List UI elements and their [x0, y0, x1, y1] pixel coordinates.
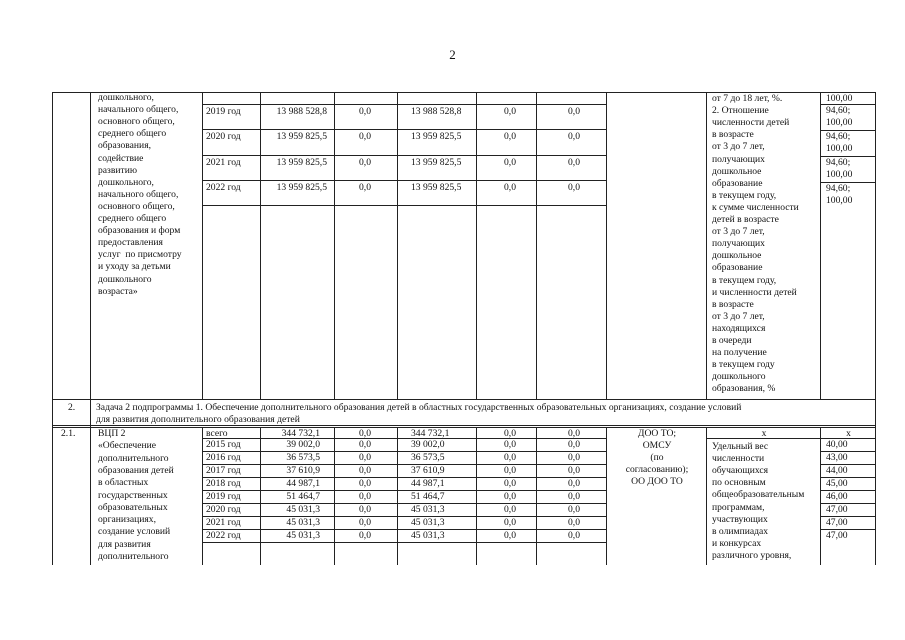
table-rule	[706, 92, 707, 399]
total-cell: 44 987,1	[286, 478, 320, 489]
program-name-line: «Обеспечение	[98, 440, 156, 452]
indicator-line: образование	[712, 177, 763, 189]
regional-cell: 44 987,1	[411, 478, 445, 489]
year-cell: 2022 год	[206, 182, 241, 193]
table-rule	[202, 129, 606, 130]
federal-cell: 0,0	[359, 428, 371, 439]
regional-cell: 51 464,7	[411, 491, 445, 502]
indicator-line: детей в возрасте	[712, 214, 779, 225]
target-value: 47,00	[826, 504, 848, 515]
target-value: 94,60;	[826, 105, 851, 116]
other-cell: 0,0	[568, 452, 580, 463]
target-value: 100,00	[826, 195, 853, 206]
table-rule	[202, 104, 606, 105]
municipal-cell: 0,0	[504, 157, 516, 168]
federal-cell: 0,0	[359, 478, 371, 489]
task-title-cont: для развития дополнительного образования детей	[96, 414, 300, 425]
indicator-line: в текущем году	[712, 359, 775, 371]
table-rule	[820, 92, 821, 399]
total-cell: 45 031,3	[286, 530, 320, 541]
target-value: 94,60;	[826, 183, 851, 194]
table-rule	[52, 399, 875, 400]
target-value: х	[846, 428, 851, 439]
indicator-line: в текущем году,	[712, 189, 777, 201]
indicator-line: по основным	[712, 477, 766, 489]
indicator-line: дошкольное	[712, 165, 762, 177]
other-cell: 0,0	[568, 504, 580, 515]
regional-cell: 36 573,5	[411, 452, 445, 463]
federal-cell: 0,0	[359, 530, 371, 541]
indicator-line: общеобразовательным	[712, 489, 805, 501]
other-cell: 0,0	[568, 491, 580, 502]
regional-cell: 45 031,3	[411, 530, 445, 541]
total-cell: 51 464,7	[286, 491, 320, 502]
total-cell: 13 988 528,8	[276, 106, 327, 117]
regional-cell: 45 031,3	[411, 517, 445, 528]
other-cell: 0,0	[568, 131, 580, 142]
target-value: 47,00	[826, 517, 848, 528]
year-cell: всего	[206, 428, 228, 439]
program-name-line: образования,	[98, 140, 152, 152]
program-name-line: начального общего,	[98, 104, 179, 116]
other-cell: 0,0	[568, 106, 580, 117]
year-cell: 2020 год	[206, 131, 241, 142]
table-rule	[202, 205, 606, 206]
target-value: 94,60;	[826, 131, 851, 142]
program-name-line: услуг по присмотру	[98, 249, 182, 261]
indicator-line: получающих	[712, 238, 765, 250]
table-rule	[202, 155, 606, 156]
executor-line: согласованию);	[625, 464, 689, 476]
table-rule	[334, 427, 335, 565]
municipal-cell: 0,0	[504, 439, 516, 450]
table-rule	[90, 399, 91, 427]
program-name-line: дошкольного,	[98, 176, 154, 188]
other-cell: 0,0	[568, 439, 580, 450]
indicator-line: дошкольного	[712, 371, 766, 383]
total-cell: 45 031,3	[286, 517, 320, 528]
indicator-line: от 3 до 7 лет,	[712, 226, 765, 238]
table-rule	[875, 427, 876, 565]
page-number: 2	[449, 47, 456, 62]
table-rule	[476, 92, 477, 399]
total-cell: 45 031,3	[286, 504, 320, 515]
table-rule	[52, 427, 53, 565]
other-cell: 0,0	[568, 465, 580, 476]
federal-cell: 0,0	[359, 182, 371, 193]
regional-cell: 13 988 528,8	[411, 106, 462, 117]
program-name-line: основного общего,	[98, 200, 175, 212]
table-rule	[52, 399, 53, 427]
table-rule	[820, 427, 821, 565]
indicator-line: в очереди	[712, 335, 752, 346]
table-rule	[397, 92, 398, 399]
total-cell: 344 732,1	[281, 428, 320, 439]
municipal-cell: 0,0	[504, 530, 516, 541]
indicator-line: программам,	[712, 501, 765, 513]
indicator-line: Удельный вес	[712, 441, 769, 452]
year-cell: 2021 год	[206, 517, 241, 528]
municipal-cell: 0,0	[504, 517, 516, 528]
table-rule	[875, 399, 876, 427]
indicator-line: от 3 до 7 лет,	[712, 141, 765, 153]
federal-cell: 0,0	[359, 157, 371, 168]
table-rule	[52, 92, 53, 399]
municipal-cell: 0,0	[504, 478, 516, 489]
federal-cell: 0,0	[359, 131, 371, 142]
regional-cell: 45 031,3	[411, 504, 445, 515]
indicator-line: на получение	[712, 347, 767, 359]
regional-cell: 13 959 825,5	[411, 157, 462, 168]
table-rule	[90, 92, 91, 399]
indicator-x: х	[761, 428, 767, 439]
program-name-line: государственных	[98, 489, 168, 501]
total-cell: 39 002,0	[286, 439, 320, 450]
indicator-line: образования, %	[712, 383, 776, 395]
indicator-line: дошкольное	[712, 250, 762, 262]
year-cell: 2017 год	[206, 465, 241, 476]
target-value: 43,00	[826, 452, 848, 463]
indicator-line: находящихся	[712, 322, 766, 334]
indicator-line: различного уровня,	[712, 549, 792, 561]
program-name-line: образования и форм	[98, 225, 181, 237]
target-value: 44,00	[826, 465, 848, 476]
indicator-line: в олимпиадах	[712, 525, 769, 537]
program-name-line: и уходу за детьми	[98, 261, 171, 273]
program-name-line: содействие	[98, 152, 144, 164]
program-name-line: для развития	[98, 538, 151, 550]
table-rule	[202, 92, 606, 93]
target-value: 46,00	[826, 491, 848, 502]
target-value: 100,00	[826, 117, 853, 128]
year-cell: 2015 год	[206, 439, 241, 450]
table-rule	[606, 427, 607, 565]
program-name-line: возраста»	[98, 285, 138, 297]
municipal-cell: 0,0	[504, 504, 516, 515]
indicator-line: численности детей	[712, 117, 790, 129]
indicator-line: в текущем году,	[712, 274, 777, 286]
table-rule	[706, 427, 707, 565]
program-name-line: развитию	[98, 164, 138, 176]
other-cell: 0,0	[568, 428, 580, 439]
target-value: 100,00	[826, 93, 853, 104]
regional-cell: 39 002,0	[411, 439, 445, 450]
federal-cell: 0,0	[359, 439, 371, 450]
subtask-number: 2.1.	[61, 428, 76, 439]
other-cell: 0,0	[568, 182, 580, 193]
task-title: Задача 2 подпрограммы 1. Обеспечение дополнительного образования детей в областных государственных образовательных организациях, создание условий	[96, 402, 742, 413]
indicator-line: численности	[712, 453, 765, 465]
indicator-line: 2. Отношение	[712, 105, 769, 117]
regional-cell: 37 610,9	[411, 465, 445, 476]
table-rule	[260, 427, 261, 565]
target-value: 45,00	[826, 478, 848, 489]
program-name-line: создание условий	[98, 526, 171, 538]
table-rule	[397, 427, 398, 565]
federal-cell: 0,0	[359, 504, 371, 515]
table-rule	[202, 427, 203, 565]
total-cell: 13 959 825,5	[276, 131, 327, 142]
federal-cell: 0,0	[359, 452, 371, 463]
program-name-line: дополнительного	[98, 452, 169, 464]
target-value: 47,00	[826, 530, 848, 541]
indicator-line: и конкурсах	[712, 537, 762, 549]
total-cell: 13 959 825,5	[276, 182, 327, 193]
target-value: 100,00	[826, 169, 853, 180]
indicator-line: к сумме численности	[712, 201, 799, 213]
program-name-line: предоставления	[98, 237, 163, 249]
program-name-line: ВЦП 2	[98, 428, 126, 439]
table-rule	[202, 92, 203, 399]
table-rule	[90, 427, 91, 565]
program-name-line: среднего общего	[98, 213, 167, 224]
municipal-cell: 0,0	[504, 106, 516, 117]
regional-cell: 13 959 825,5	[411, 182, 462, 193]
table-rule	[202, 542, 606, 543]
program-name-line: среднего общего	[98, 128, 167, 140]
table-rule	[536, 427, 537, 565]
indicator-line: от 3 до 7 лет,	[712, 310, 765, 322]
municipal-cell: 0,0	[504, 452, 516, 463]
municipal-cell: 0,0	[504, 428, 516, 439]
other-cell: 0,0	[568, 157, 580, 168]
table-rule	[875, 92, 876, 399]
task-number: 2.	[68, 402, 76, 413]
target-value: 40,00	[826, 439, 848, 450]
program-name-line: основного общего,	[98, 116, 175, 128]
federal-cell: 0,0	[359, 465, 371, 476]
indicator-line: образование	[712, 262, 763, 274]
executor-line: ОО ДОО ТО	[631, 476, 683, 488]
municipal-cell: 0,0	[504, 182, 516, 193]
table-rule	[536, 92, 537, 399]
executor-line: (по	[650, 452, 664, 464]
indicator-line: участвующих	[712, 513, 768, 525]
municipal-cell: 0,0	[504, 491, 516, 502]
indicator-line: в возрасте	[712, 129, 754, 141]
indicator-line: от 7 до 18 лет, %.	[712, 93, 783, 104]
executor-line: ОМСУ	[642, 440, 672, 452]
other-cell: 0,0	[568, 517, 580, 528]
year-cell: 2020 год	[206, 504, 241, 515]
program-name-line: начального общего,	[98, 188, 179, 200]
indicator-line: и численности детей	[712, 286, 797, 298]
year-cell: 2016 год	[206, 452, 241, 463]
total-cell: 36 573,5	[286, 452, 320, 463]
year-cell: 2021 год	[206, 157, 241, 168]
program-name-line: образования детей	[98, 464, 174, 476]
year-cell: 2018 год	[206, 478, 241, 489]
federal-cell: 0,0	[359, 106, 371, 117]
program-name-line: организациях,	[98, 514, 156, 526]
program-name-line: дополнительного	[98, 551, 169, 562]
table-rule	[606, 92, 607, 399]
total-cell: 37 610,9	[286, 465, 320, 476]
indicator-line: в возрасте	[712, 298, 754, 310]
federal-cell: 0,0	[359, 517, 371, 528]
table-rule	[202, 180, 606, 181]
year-cell: 2022 год	[206, 530, 241, 541]
regional-cell: 13 959 825,5	[411, 131, 462, 142]
table-rule	[260, 92, 261, 399]
target-value: 94,60;	[826, 157, 851, 168]
other-cell: 0,0	[568, 478, 580, 489]
program-name-line: в областных	[98, 477, 149, 489]
program-name-line: дошкольного,	[98, 92, 154, 103]
year-cell: 2019 год	[206, 106, 241, 117]
table-rule	[476, 427, 477, 565]
indicator-line: обучающихся	[712, 465, 769, 477]
other-cell: 0,0	[568, 530, 580, 541]
municipal-cell: 0,0	[504, 131, 516, 142]
target-value: 100,00	[826, 143, 853, 154]
indicator-line: получающих	[712, 153, 765, 165]
program-name-line: образовательных	[98, 501, 168, 513]
regional-cell: 344 732,1	[411, 428, 450, 439]
municipal-cell: 0,0	[504, 465, 516, 476]
federal-cell: 0,0	[359, 491, 371, 502]
executor-line: ДОО ТО;	[637, 428, 677, 439]
program-name-line: дошкольного	[98, 273, 152, 285]
table-rule	[334, 92, 335, 399]
total-cell: 13 959 825,5	[276, 157, 327, 168]
year-cell: 2019 год	[206, 491, 241, 502]
